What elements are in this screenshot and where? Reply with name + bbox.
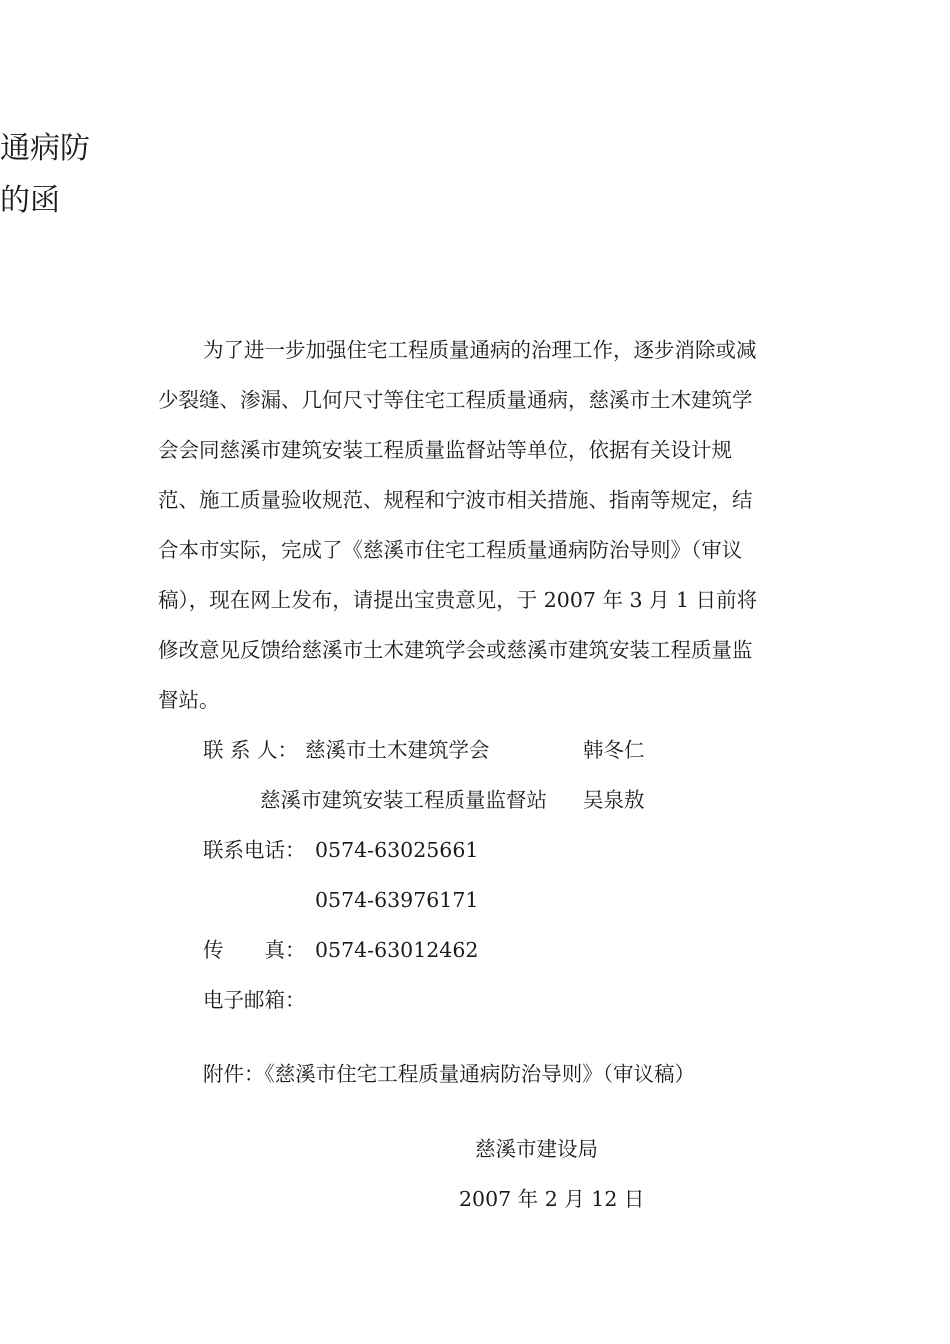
fax-number: 0574-63012462 (315, 938, 479, 962)
paragraph-line: 为了进一步加强住宅工程质量通病的治理工作，逐步消除或减 (203, 338, 757, 362)
paragraph-line: 少裂缝、渗漏、几何尺寸等住宅工程质量通病，慈溪市土木建筑学 (158, 388, 753, 412)
attachment-line: 附件：《慈溪市住宅工程质量通病防治导则》（审议稿） (203, 1062, 695, 1086)
contact-org-2: 慈溪市建筑安装工程质量监督站 (260, 788, 547, 812)
paragraph-line: 合本市实际，完成了《慈溪市住宅工程质量通病防治导则》（审议 (158, 538, 743, 562)
phone-number-2: 0574-63976171 (315, 888, 479, 912)
contact-person-2: 吴泉敖 (583, 788, 645, 812)
phone-label: 联系电话： (203, 838, 306, 862)
signature-date: 2007 年 2 月 12 日 (459, 1187, 645, 1211)
contact-person-1: 韩冬仁 (583, 738, 645, 762)
contact-org-1: 慈溪市土木建筑学会 (305, 738, 490, 762)
document-title-fragment-2: 的函 (0, 183, 60, 218)
email-label: 电子邮箱： (203, 988, 306, 1012)
paragraph-line: 督站。 (158, 688, 220, 712)
paragraph-line: 会会同慈溪市建筑安装工程质量监督站等单位，依据有关设计规 (158, 438, 732, 462)
contact-label: 联 系 人： (203, 738, 299, 762)
signature-org: 慈溪市建设局 (475, 1137, 598, 1161)
document-title-fragment-1: 通病防 (0, 131, 90, 166)
phone-number-1: 0574-63025661 (315, 838, 479, 862)
paragraph-line: 稿），现在网上发布，请提出宝贵意见，于 2007 年 3 月 1 日前将 (158, 588, 758, 612)
paragraph-line: 修改意见反馈给慈溪市土木建筑学会或慈溪市建筑安装工程质量监 (158, 638, 753, 662)
paragraph-line: 范、施工质量验收规范、规程和宁波市相关措施、指南等规定，结 (158, 488, 753, 512)
fax-label: 传 真： (203, 938, 306, 962)
